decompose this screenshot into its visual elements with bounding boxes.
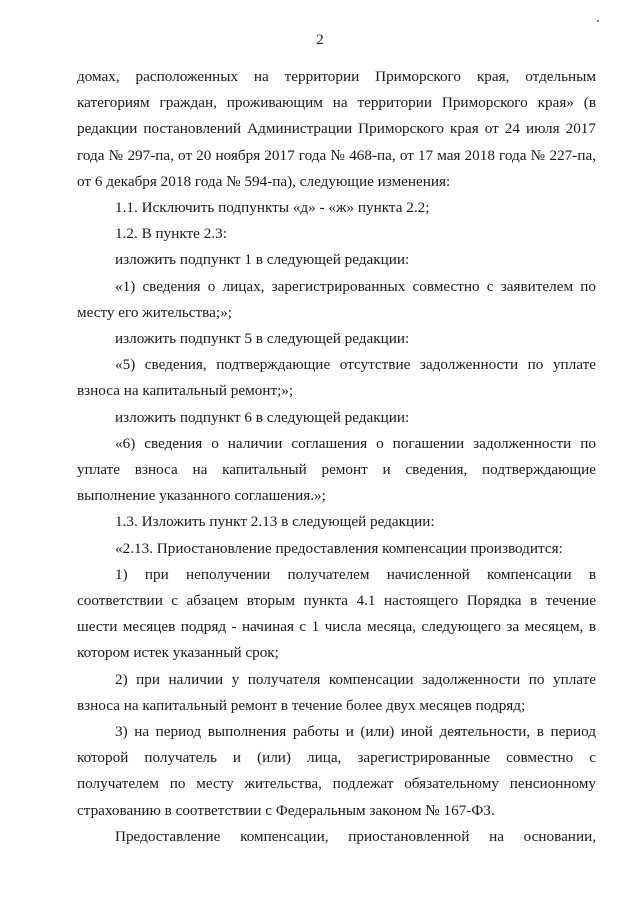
paragraph-continuation-start: Предоставление компенсации, приостановленной на основании, xyxy=(115,827,596,845)
document-body xyxy=(77,64,596,850)
paragraph-item-1-1: 1.1. Исключить подпункты «д» - «ж» пункта 2.2; xyxy=(115,199,430,217)
paragraph-clause-2-13: «2.13. Приостановление предоставления компенсации производится: xyxy=(115,539,563,557)
paragraph-clause-2-13-item-2: 2) при наличии у получателя компенсации задолженности по уплате взноса на капитальный ремонт в течение более двух месяцев подряд; xyxy=(77,670,596,714)
scan-dot-mark xyxy=(597,20,599,22)
paragraph-item-1-2: 1.2. В пункте 2.3: xyxy=(115,225,227,243)
paragraph-subitem-6-text: «6) сведения о наличии соглашения о погашении задолженности по уплате взноса на капитальный ремонт и сведения, подтверждающие выполнение указанного соглашения.»; xyxy=(77,434,596,505)
paragraph-subitem-5-text: «5) сведения, подтверждающие отсутствие задолженности по уплате взноса на капитальный ремонт;»; xyxy=(77,356,596,400)
paragraph-edit-subitem-5: изложить подпункт 5 в следующей редакции: xyxy=(115,330,410,348)
paragraph-clause-2-13-item-3: 3) на период выполнения работы и (или) иной деятельности, в период которой получатель и (или) лица, зарегистрированные совместно с получателем по месту жительства, подлежат обязательному пенсионному страхованию в соответствии с Федеральным законом № 167-ФЗ. xyxy=(77,723,596,819)
page-number: 2 xyxy=(316,32,324,48)
paragraph-edit-subitem-1: изложить подпункт 1 в следующей редакции: xyxy=(115,251,410,269)
paragraph-clause-2-13-item-1: 1) при неполучении получателем начисленной компенсации в соответствии с абзацем вторым пункта 4.1 настоящего Порядка в течение шести месяцев подряд - начиная с 1 числа месяца, следующего за месяцем, в котором истек указанный срок; xyxy=(77,565,596,662)
paragraph-subitem-1-text: «1) сведения о лицах, зарегистрированных совместно с заявителем по месту его жительства;»; xyxy=(77,277,596,321)
paragraph-item-1-3: 1.3. Изложить пункт 2.13 в следующей редакции: xyxy=(115,513,435,531)
paragraph-edit-subitem-6: изложить подпункт 6 в следующей редакции: xyxy=(115,408,410,426)
paragraph-intro-continuation: домах, расположенных на территории Приморского края, отдельным категориям граждан, проживающим на территории Приморского края» (в редакции постановлений Администрации Приморского края от 24 июля 2017 года № 297-па, от 20 ноября 2017 года № 468-па, от 17 мая 2018 года № 227-па, от 6 декабря 2018 года № 594-па), следующие изменения: xyxy=(77,68,596,190)
